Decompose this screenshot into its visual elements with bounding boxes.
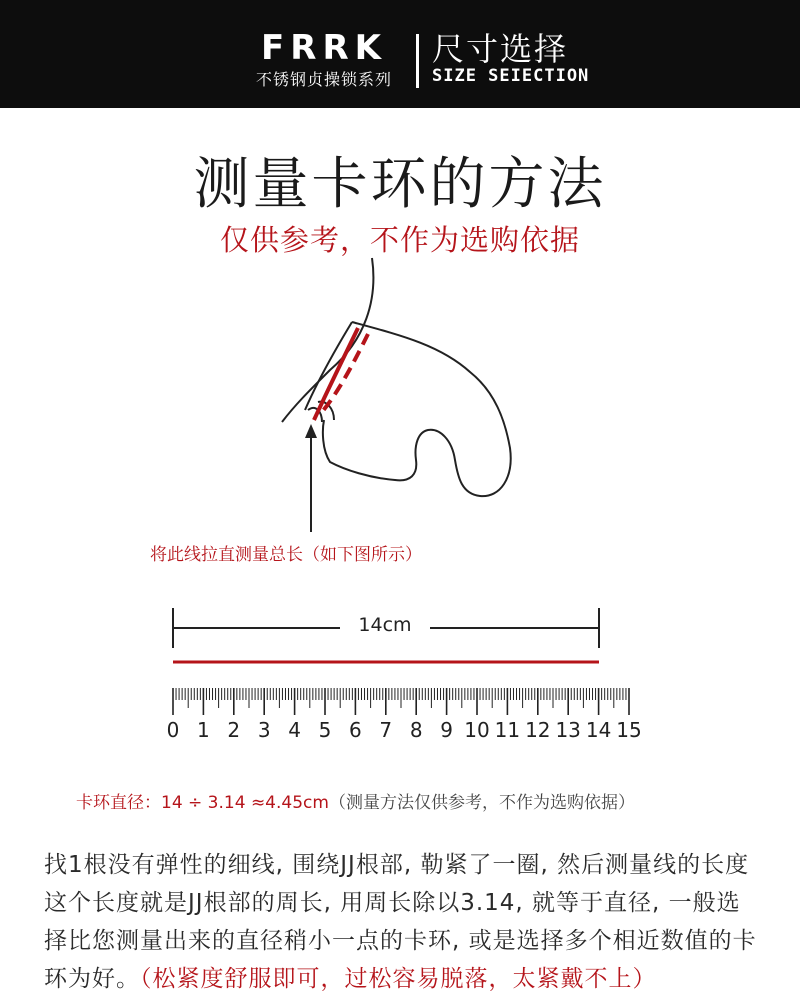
base-line xyxy=(305,322,352,410)
ruler-number: 0 xyxy=(166,718,180,742)
instructions-body: 找1根没有弹性的细线, 围绕JJ根部, 勒紧了一圈, 然后测量线的长度这个长度就是JJ根部的周长, 用周长除以3.14, 就等于直径, 一般选择比您测量出来的直径稍小一点的卡环, 或是选择多个相近数值的卡环为好。 xyxy=(44,852,757,992)
ruler-number: 4 xyxy=(288,718,301,742)
ruler-number: 6 xyxy=(349,718,362,742)
formula-line xyxy=(76,788,635,813)
ruler-number: 12 xyxy=(525,718,551,742)
ruler-number: 14 xyxy=(585,718,612,742)
ruler-number: 2 xyxy=(227,718,241,742)
illustration-note: 将此线拉直测量总长（如下图所示） xyxy=(150,545,422,565)
ruler-number: 1 xyxy=(197,718,210,742)
measure-line-dashed xyxy=(322,334,368,412)
instructions-paragraph xyxy=(44,846,764,998)
ruler-number: 10 xyxy=(464,718,490,742)
formula-note: （测量方法仅供参考，不作为选购依据） xyxy=(328,793,635,813)
brand-subtitle: 不锈钢贞操锁系列 xyxy=(255,70,392,89)
instructions-highlight: （松紧度舒服即可，过松容易脱落，太紧戴不上） xyxy=(140,966,657,992)
ruler-number: 3 xyxy=(257,718,271,742)
pointer-arrowhead xyxy=(305,424,317,438)
page-subtitle: 仅供参考，不作为选购依据 xyxy=(219,223,580,257)
ruler-number: 9 xyxy=(440,718,453,742)
ruler xyxy=(0,680,800,720)
header-divider xyxy=(416,34,419,88)
measure-length-label: 14cm xyxy=(340,614,430,636)
formula-highlight: 卡环直径：14 ÷ 3.14 ≈4.45cm xyxy=(76,793,329,813)
ruler-number: 5 xyxy=(318,718,332,742)
body-outline xyxy=(282,258,373,422)
header-bar xyxy=(0,0,800,108)
header-title-en: SIZE SEIECTION xyxy=(432,66,590,86)
measurement-illustration xyxy=(0,250,800,540)
svg-text:FRRK: FRRK xyxy=(261,28,387,68)
ruler-number: 7 xyxy=(379,718,393,742)
ruler-number: 15 xyxy=(616,718,642,742)
ruler-number: 8 xyxy=(409,718,423,742)
brand-logo xyxy=(238,26,410,68)
length-measure xyxy=(0,600,800,680)
ruler-number: 13 xyxy=(555,718,581,742)
ruler-number: 11 xyxy=(494,718,521,742)
ruler-labels xyxy=(0,718,800,748)
measure-line-solid xyxy=(314,328,358,420)
header-title: 尺寸选择 xyxy=(432,30,569,68)
page-title: 测量卡环的方法 xyxy=(193,152,607,217)
